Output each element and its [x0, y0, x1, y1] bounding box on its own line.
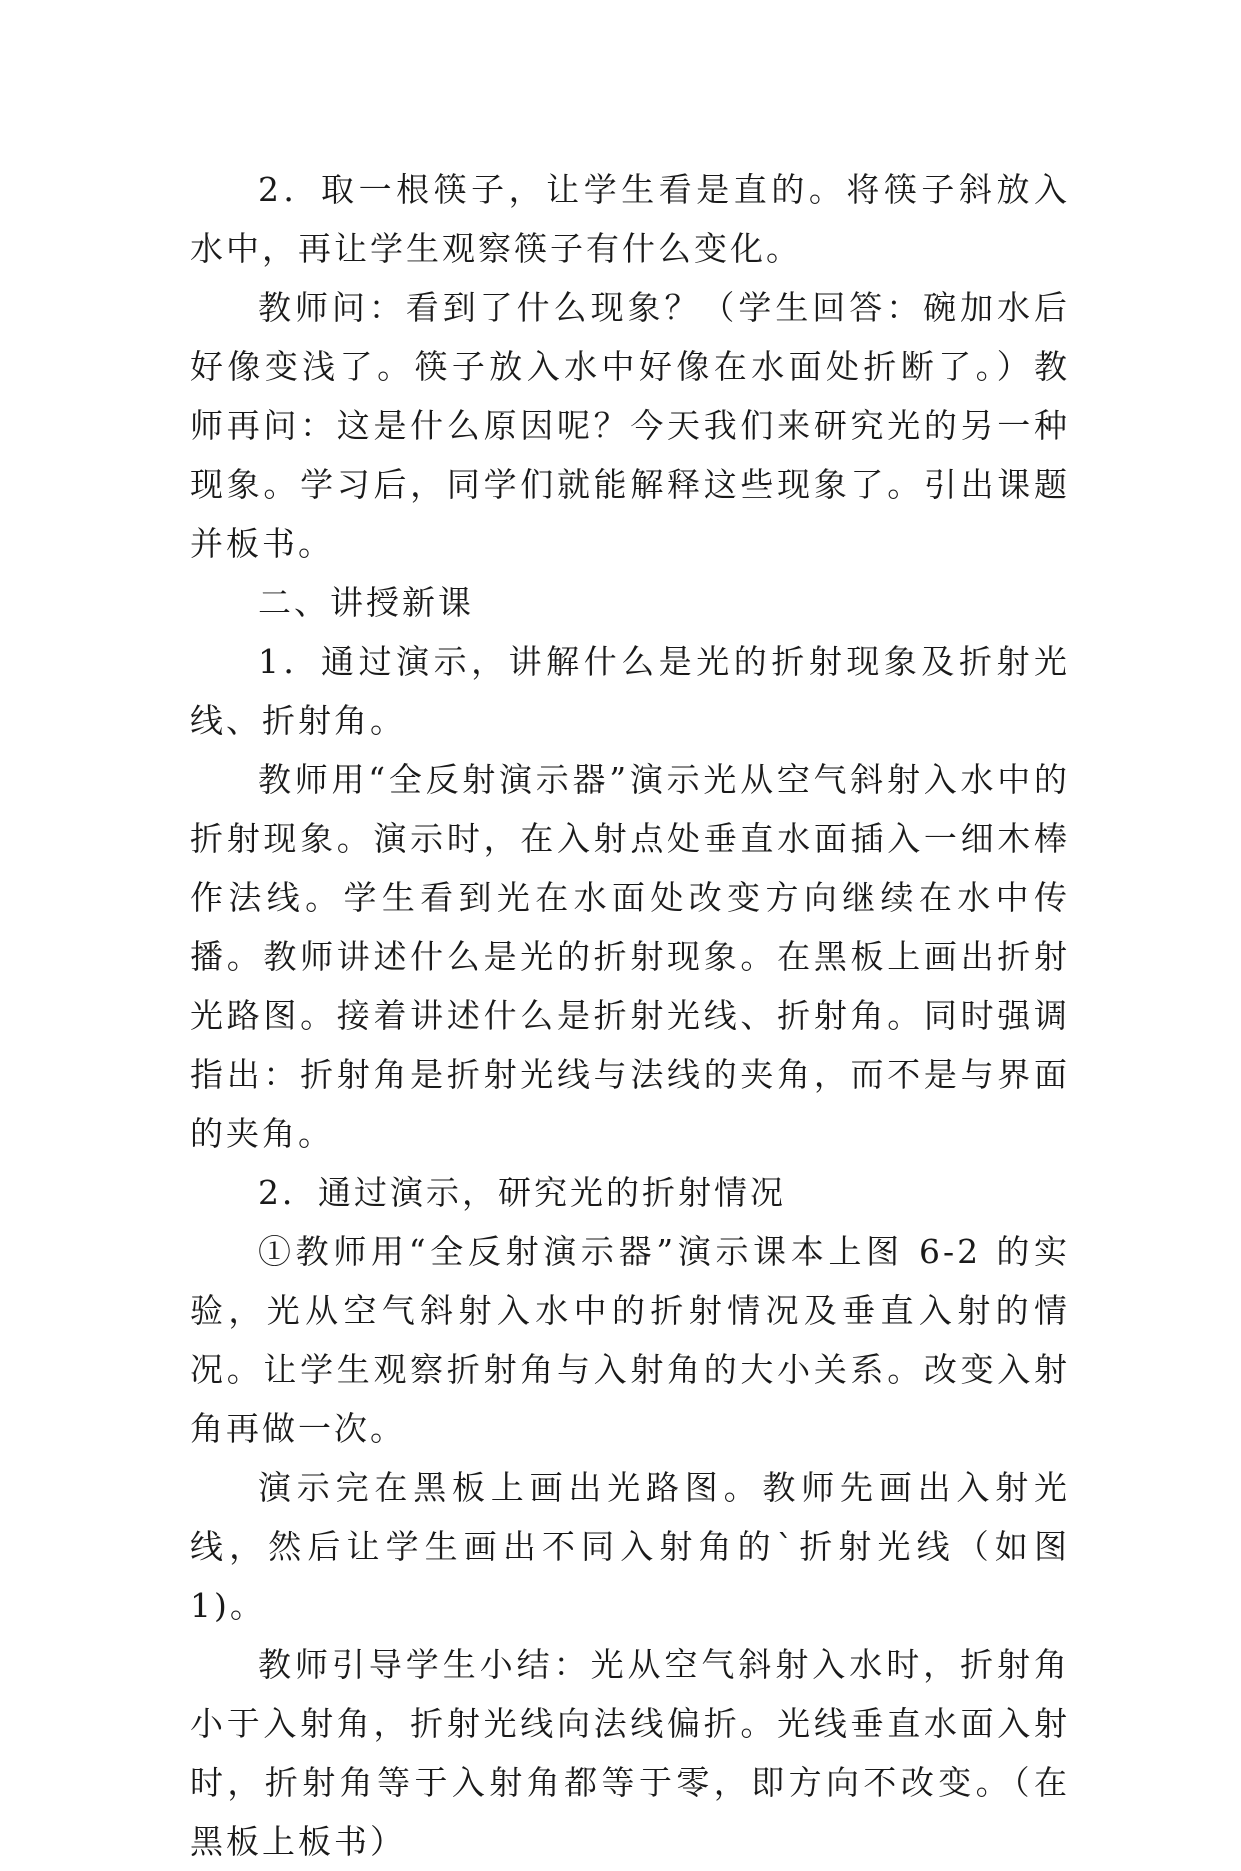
paragraph-teacher-question: 教师问：看到了什么现象？（学生回答：碗加水后好像变浅了。筷子放入水中好像在水面处折断了。）教师再问：这是什么原因呢？今天我们来研究光的另一种现象。学习后，同学们就能解释这些现象了。引出课题并板书。: [190, 288, 1070, 563]
paragraph-refraction-demo: 教师用“全反射演示器”演示光从空气斜射入水中的折射现象。演示时，在入射点处垂直水面插入一细木棒作法线。学生看到光在水面处改变方向继续在水中传播。教师讲述什么是光的折射现象。在黑板上画出折射光路图。接着讲述什么是折射光线、折射角。同时强调指出：折射角是折射光线与法线的夹角，而不是与界面的夹角。: [190, 760, 1070, 1153]
paragraph-light-path: 演示完在黑板上画出光路图。教师先画出入射光线，然后让学生画出不同入射角的`折射光线（如图 1)。: [190, 1468, 1070, 1625]
paragraph-experiment: ①教师用“全反射演示器”演示课本上图 6-2 的实验，光从空气斜射入水中的折射情况及垂直入射的情况。让学生观察折射角与入射角的大小关系。改变入射角再做一次。: [190, 1232, 1070, 1448]
document-body: [190, 160, 1070, 1871]
section-heading-new-lesson: 二、讲授新课: [258, 583, 474, 622]
paragraph-summary: 教师引导学生小结：光从空气斜射入水时，折射角小于入射角，折射光线向法线偏折。光线垂直水面入射时，折射角等于入射角都等于零，即方向不改变。（在黑板上板书）: [190, 1645, 1070, 1861]
paragraph-step-2-title: 2．通过演示，研究光的折射情况: [258, 1173, 786, 1212]
paragraph-chopstick-demo: 2．取一根筷子，让学生看是直的。将筷子斜放入水中，再让学生观察筷子有什么变化。: [190, 170, 1070, 268]
paragraph-step-1-title: 1．通过演示，讲解什么是光的折射现象及折射光线、折射角。: [190, 642, 1070, 740]
